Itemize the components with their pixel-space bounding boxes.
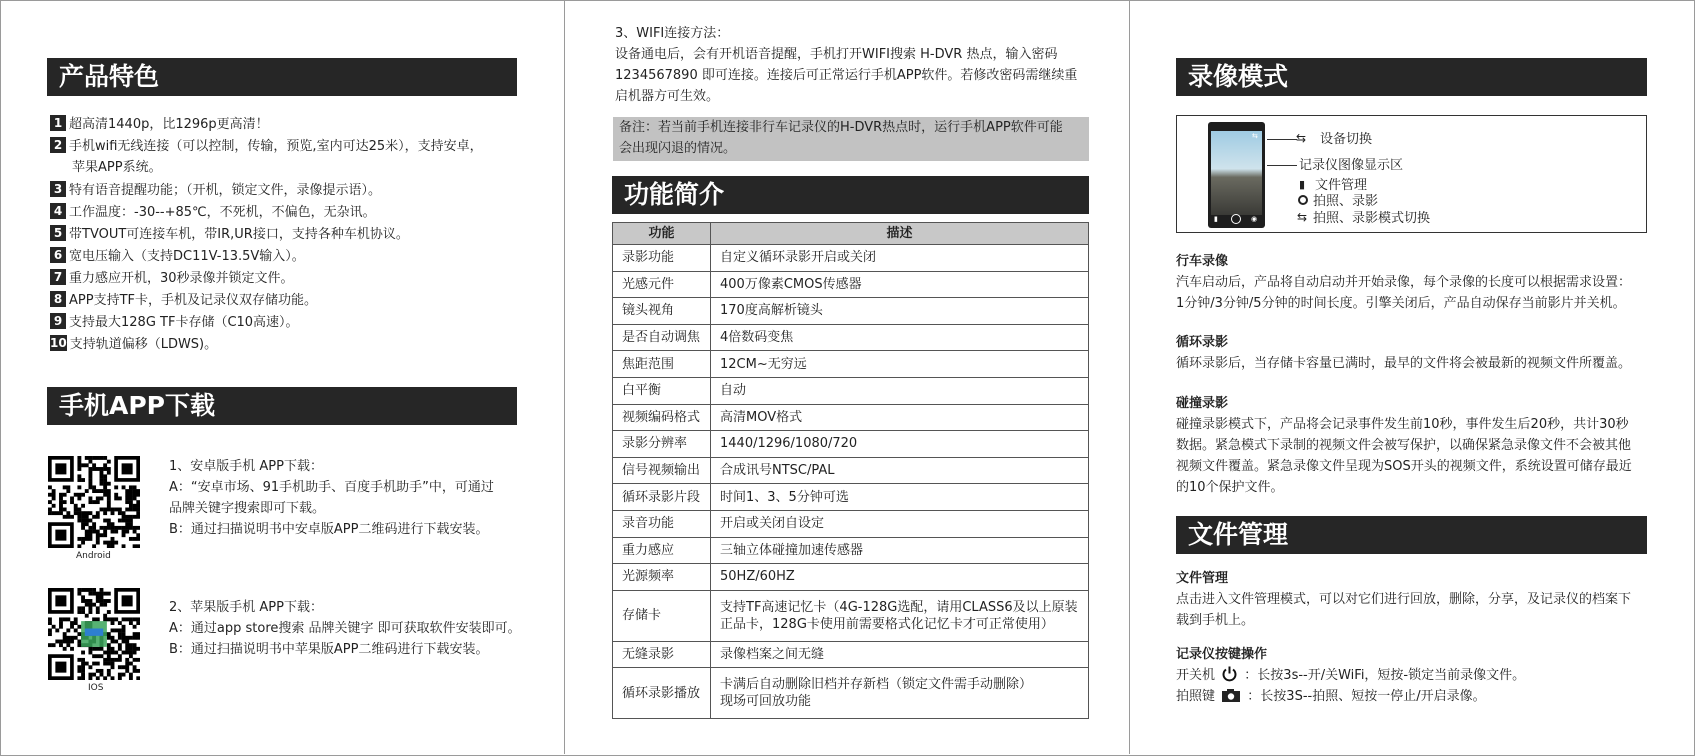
spec-table-header [613, 223, 1089, 245]
feature-text: 重力感应开机，30秒录像并锁定文件。 [69, 271, 294, 286]
spec-function-cell: 焦距范围 [613, 351, 711, 378]
file-management-heading: 文件管理 [1176, 516, 1647, 554]
mode-switch-icon: ⇆ [1297, 210, 1308, 224]
spec-function-cell: 重力感应 [613, 537, 711, 564]
spec-table [612, 222, 1089, 719]
ios-qr-code [48, 588, 140, 680]
device-switch-label: 设备切换 [1320, 132, 1373, 147]
feature-number: 10 [50, 336, 67, 350]
ios-download-text: 2、苹果版手机 APP下载： A：通过app store搜索 品牌关键字 即可获取软件安装即可。 B：通过扫描说明书中苹果版APP二维码进行下载安装。 [169, 600, 521, 657]
spec-function-cell: 录影功能 [613, 245, 711, 272]
column-divider [1129, 0, 1130, 754]
spec-table-row [613, 668, 1089, 719]
spec-table-row [613, 641, 1089, 668]
feature-item [50, 268, 294, 289]
spec-description-cell: 开启或关闭自设定 [711, 510, 1089, 537]
feature-number: 1 [50, 115, 66, 131]
spec-table-row [613, 431, 1089, 458]
app-download-heading: 手机APP下载 [47, 387, 517, 425]
spec-table-row [613, 537, 1089, 564]
leader-line [1267, 139, 1297, 140]
file-management-label: 文件管理 [1315, 178, 1368, 193]
feature-number: 5 [50, 225, 66, 241]
feature-item [50, 290, 317, 311]
feature-text: 支持轨道偏移（LDWS)。 [69, 337, 218, 352]
spec-description-cell: 时间1、3、5分钟可选 [711, 484, 1089, 511]
mode-switch-label: 拍照、录影模式切换 [1313, 211, 1431, 226]
spec-function-cell: 循环录影片段 [613, 484, 711, 511]
file-icon: ▮ [1214, 215, 1218, 223]
spec-description-cell: 录像档案之间无缝 [711, 641, 1089, 668]
spec-description-cell: 卡满后自动删除旧档并存新档（锁定文件需手动删除） 现场可回放功能 [711, 668, 1089, 719]
feature-item [50, 334, 217, 355]
spec-table-row [613, 590, 1089, 641]
recording-mode-heading: 录像模式 [1176, 58, 1647, 96]
spec-function-cell: 录影分辨率 [613, 431, 711, 458]
power-button-row: 开关机 ：长按3s--开/关WiFi，短按-锁定当前录像文件。 [1176, 665, 1525, 686]
collision-recording-section: 碰撞录影 碰撞录影模式下，产品将会记录事件发生前10秒，事件发生后20秒，共计30秒 数据。紧急模式下录制的视频文件会被写保护，以确保紧急录像文件不会被其他 视频文件覆盖。紧急录像文件呈现为SOS开头的视频文件，系统设置可储存最近 的10个保护文件。 [1176, 396, 1632, 495]
shutter-icon [1231, 214, 1241, 224]
spec-description-cell: 4倍数码变焦 [711, 324, 1089, 351]
spec-description-cell: 合成讯号NTSC/PAL [711, 457, 1089, 484]
photo-record-label: 拍照、录影 [1313, 194, 1379, 209]
spec-table-row [613, 324, 1089, 351]
feature-item [50, 224, 409, 245]
android-qr-code [48, 456, 140, 548]
feature-text: 超高清1440p，比1296p更高清！ [69, 117, 269, 132]
camera-mode-icon: ◉ [1251, 215, 1258, 223]
feature-item [50, 202, 376, 223]
spec-function-cell: 白平衡 [613, 377, 711, 404]
device-switch-icon: ⇆ [1296, 131, 1307, 145]
feature-number: 2 [50, 137, 66, 153]
feature-number: 4 [50, 203, 66, 219]
feature-text: 宽电压输入（支持DC11V-13.5V输入）。 [69, 249, 305, 264]
feature-text: 手机wifi无线连接（可以控制，传输，预览,室内可达25米），支持安卓， [69, 139, 483, 154]
feature-item [50, 114, 269, 135]
spec-function-cell: 视频编码格式 [613, 404, 711, 431]
spec-description-cell: 三轴立体碰撞加速传感器 [711, 537, 1089, 564]
feature-item [50, 246, 305, 267]
photo-button-row: 拍照键 ：长按3S--拍照、短按一停止/开启录像。 [1176, 689, 1486, 704]
spec-description-cell: 50HZ/60HZ [711, 564, 1089, 591]
wifi-connection-text: 3、WIFI连接方法： 设备通电后，会有开机语音提醒，手机打开WIFI搜索 H-DVR 热点，输入密码 1234567890 即可连接。连接后可正常运行手机APP软件。若修改密码需继续重 启机器方可生效。 [615, 26, 1078, 104]
spec-description-cell: 高清MOV格式 [711, 404, 1089, 431]
driving-recording-section: 行车录像 汽车启动后，产品将自动启动并开始录像，每个录像的长度可以根据需求设置： 1分钟/3分钟/5分钟的时间长度。引擎关闭后，产品自动保存当前影片并关机。 [1176, 254, 1632, 311]
spec-description-cell: 1440/1296/1080/720 [711, 431, 1089, 458]
spec-table-row [613, 245, 1089, 272]
feature-text-continued: 苹果APP系统。 [72, 160, 162, 175]
ios-qr-label: IOS [88, 683, 104, 693]
feature-item [50, 312, 299, 333]
features-heading: 产品特色 [47, 58, 517, 96]
spec-function-cell: 镜头视角 [613, 298, 711, 325]
feature-text: 特有语音提醒功能；（开机，锁定文件，录像提示语）。 [69, 183, 382, 198]
spec-description-cell: 12CM~无穷远 [711, 351, 1089, 378]
feature-text: 工作温度：-30--+85℃，不死机，不偏色，无杂讯。 [69, 205, 376, 220]
power-icon [1221, 665, 1238, 682]
spec-table-row [613, 457, 1089, 484]
camera-preview-area [1211, 131, 1262, 215]
spec-function-cell: 循环录影播放 [613, 668, 711, 719]
spec-function-cell: 无缝录影 [613, 641, 711, 668]
feature-text: 支持最大128G TF卡存储（C10高速）。 [69, 315, 299, 330]
feature-number: 9 [50, 313, 66, 329]
spec-function-cell: 录音功能 [613, 510, 711, 537]
spec-description-cell: 170度高解析镜头 [711, 298, 1089, 325]
spec-table-row [613, 298, 1089, 325]
feature-number: 8 [50, 291, 66, 307]
spec-table-row [613, 564, 1089, 591]
spec-header-function: 功能 [613, 223, 711, 245]
feature-item [50, 136, 483, 178]
spec-description-cell: 400万像素CMOS传感器 [711, 271, 1089, 298]
spec-function-cell: 光源频率 [613, 564, 711, 591]
camera-icon [1221, 688, 1241, 702]
spec-function-cell: 信号视频输出 [613, 457, 711, 484]
spec-description-cell: 自动 [711, 377, 1089, 404]
file-management-section: 文件管理 点击进入文件管理模式，可以对它们进行回放，删除，分享，及记录仪的档案下 载到手机上。 [1176, 571, 1632, 628]
feature-number: 7 [50, 269, 66, 285]
android-qr-label: Android [76, 551, 111, 561]
column-divider [564, 0, 565, 754]
file-management-icon: ▮ [1299, 178, 1306, 191]
note-box: 备注：若当前手机连接非行车记录仪的H-DVR热点时，运行手机APP软件可能 会出现闪退的情况。 [613, 117, 1089, 161]
spec-description-cell: 自定义循环录影开启或关闭 [711, 245, 1089, 272]
spec-table-row [613, 271, 1089, 298]
device-switch-mini-icon: ⇆ [1252, 132, 1258, 140]
feature-item [50, 180, 381, 201]
spec-table-row [613, 510, 1089, 537]
leader-line [1267, 165, 1297, 166]
feature-text: APP支持TF卡，手机及记录仪双存储功能。 [69, 293, 317, 308]
feature-number: 3 [50, 181, 66, 197]
feature-text: 带TVOUT可连接车机，带IR,UR接口，支持各种车机协议。 [69, 227, 409, 242]
feature-number: 6 [50, 247, 66, 263]
spec-table-row [613, 404, 1089, 431]
spec-table-row [613, 351, 1089, 378]
spec-table-row [613, 377, 1089, 404]
android-download-text: 1、安卓版手机 APP下载： A：“安卓市场、91手机助手、百度手机助手”中，可通过 品牌关键字搜索即可下载。 B：通过扫描说明书中安卓版APP二维码进行下载安装。 [169, 459, 494, 537]
spec-table-row [613, 484, 1089, 511]
spec-header-description: 描述 [711, 223, 1089, 245]
display-area-label: 记录仪图像显示区 [1299, 158, 1404, 173]
spec-description-cell: 支持TF高速记忆卡（4G-128G选配，请用CLASS6及以上原装 正品卡，128G卡使用前需要格式化记忆卡才可正常使用） [711, 590, 1089, 641]
button-operation-section: 记录仪按键操作 开关机 ：长按3s--开/关WiFi，短按-锁定当前录像文件。 拍照键 ：长按3S--拍照、短按一停止/开启录像。 [1176, 644, 1525, 707]
loop-recording-section: 循环录影 循环录影后，当存储卡容量已满时，最早的文件将会被最新的视频文件所覆盖。 [1176, 335, 1632, 371]
functions-heading: 功能简介 [612, 176, 1089, 214]
spec-function-cell: 存储卡 [613, 590, 711, 641]
spec-function-cell: 光感元件 [613, 271, 711, 298]
capture-icon [1298, 195, 1308, 205]
spec-function-cell: 是否自动调焦 [613, 324, 711, 351]
phone-screen [1208, 122, 1265, 228]
